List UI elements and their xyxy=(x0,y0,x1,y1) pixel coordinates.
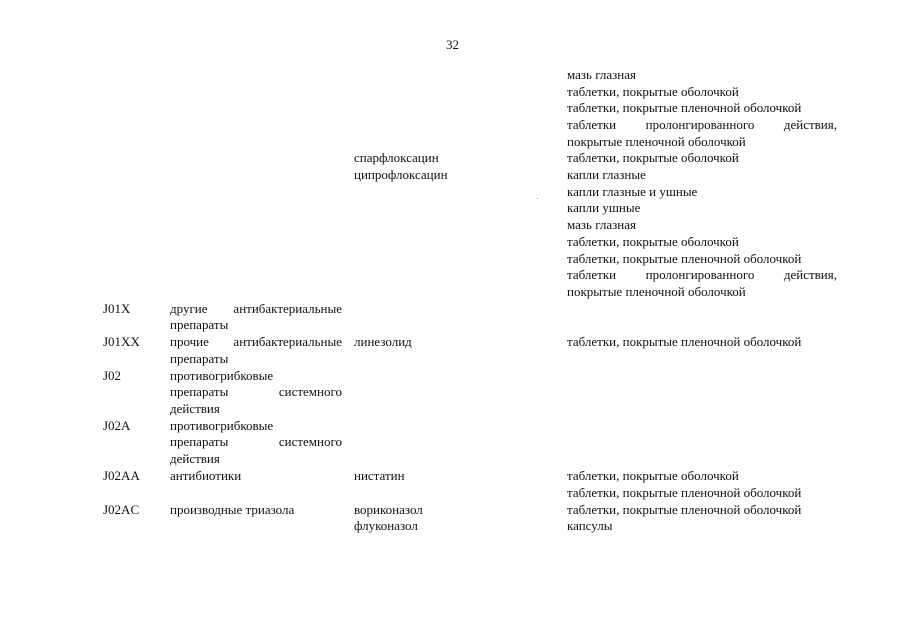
group-name: противогрибковые xyxy=(170,368,274,383)
dosage-form: мазь глазная xyxy=(567,217,636,232)
drug-name: флуконазол xyxy=(354,518,418,533)
drug-name: ципрофлоксацин xyxy=(354,167,448,182)
page-number: 32 xyxy=(446,37,459,52)
group-name: действия xyxy=(170,451,220,466)
group-name: прочие антибактериальные xyxy=(170,334,342,349)
dosage-form: таблетки, покрытые пленочной оболочкой xyxy=(567,502,802,517)
drug-name: нистатин xyxy=(354,468,405,483)
dosage-form: мазь глазная xyxy=(567,67,636,82)
drug-name: вориконазол xyxy=(354,502,423,517)
group-name: антибиотики xyxy=(170,468,242,483)
dosage-form: таблетки пролонгированного действия, xyxy=(567,117,837,132)
atc-code: J02 xyxy=(103,368,122,383)
dosage-form: покрытые пленочной оболочкой xyxy=(567,284,746,299)
dosage-form: таблетки, покрытые оболочкой xyxy=(567,150,739,165)
dosage-form: капли глазные и ушные xyxy=(567,184,698,199)
dosage-form: таблетки, покрытые пленочной оболочкой xyxy=(567,334,802,349)
group-name: действия xyxy=(170,401,220,416)
dosage-form: таблетки, покрытые пленочной оболочкой xyxy=(567,100,802,115)
dosage-form: таблетки, покрытые пленочной оболочкой xyxy=(567,485,802,500)
dosage-form: капли глазные xyxy=(567,167,646,182)
dosage-form: капсулы xyxy=(567,518,613,533)
group-name: противогрибковые xyxy=(170,418,274,433)
drug-name: спарфлоксацин xyxy=(354,150,439,165)
group-name: производные триазола xyxy=(170,502,295,517)
dosage-form: покрытые пленочной оболочкой xyxy=(567,134,746,149)
atc-code: J02A xyxy=(103,418,131,433)
atc-code: J02AA xyxy=(103,468,140,483)
dosage-form: капли ушные xyxy=(567,200,641,215)
group-name: препараты системного xyxy=(170,434,342,449)
atc-code: J01XX xyxy=(103,334,140,349)
atc-code: J02AC xyxy=(103,502,140,517)
atc-code: J01X xyxy=(103,301,131,316)
group-name: другие антибактериальные xyxy=(170,301,342,316)
group-name: препараты xyxy=(170,317,229,332)
group-name: препараты системного xyxy=(170,384,342,399)
drug-name: линезолид xyxy=(354,334,412,349)
scan-speck xyxy=(537,198,538,199)
dosage-form: таблетки, покрытые оболочкой xyxy=(567,234,739,249)
group-name: препараты xyxy=(170,351,229,366)
dosage-form: таблетки, покрытые оболочкой xyxy=(567,84,739,99)
dosage-form: таблетки, покрытые оболочкой xyxy=(567,468,739,483)
dosage-form: таблетки пролонгированного действия, xyxy=(567,267,837,282)
dosage-form: таблетки, покрытые пленочной оболочкой xyxy=(567,251,802,266)
